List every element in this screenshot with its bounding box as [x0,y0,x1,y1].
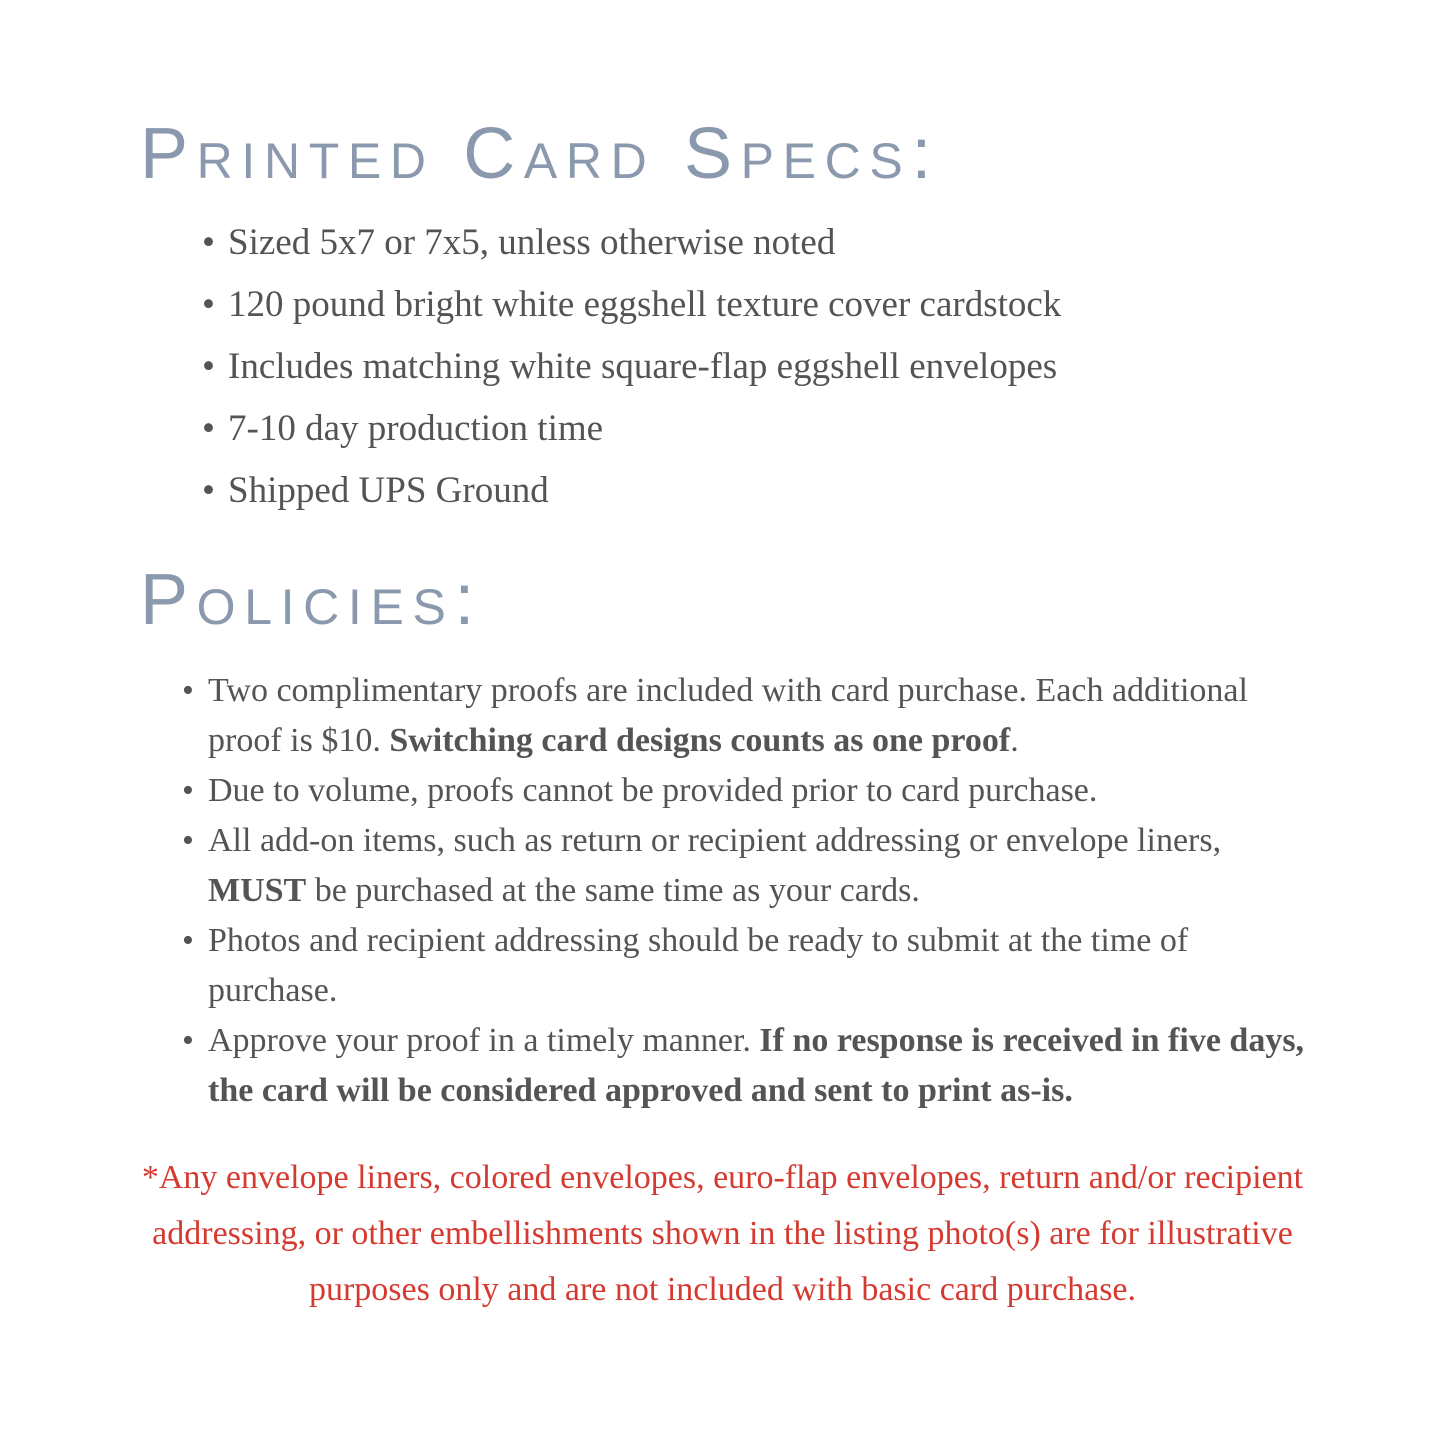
list-item [182,916,1305,1016]
policy-text-segment: Approve your proof in a timely manner. [208,1022,760,1059]
disclaimer-text: *Any envelope liners, colored envelopes, euro-flap envelopes, return and/or recipient addressing, or other embellishments shown in the listing photo(s) are for illustrative purposes only and are not included with basic card purchase. [141,1159,1304,1308]
specs-heading: Printed Card Specs: [140,114,941,194]
policy-text-segment: . [1010,722,1019,759]
list-item: • 120 pound bright white eggshell texture cover cardstock [202,284,1305,326]
policies-list [182,666,1305,1116]
list-item: • Includes matching white square-flap eggshell envelopes [202,346,1305,388]
specs-list [202,222,1305,512]
policy-text-segment: Due to volume, proofs cannot be provided prior to card purchase. [208,772,1098,809]
list-item: • Sized 5x7 or 7x5, unless otherwise noted [202,222,1305,264]
policy-bold-segment: MUST [208,872,307,909]
policy-text-segment: be purchased at the same time as your cards. [306,872,920,909]
list-item [182,1016,1305,1116]
policy-bold-segment: If no response is received in five days, the card will be considered approved and sent to print as-is. [208,1022,1305,1109]
list-item [182,666,1305,766]
policies-heading: Policies: [140,560,484,640]
list-item [182,816,1305,916]
list-item: • Shipped UPS Ground [202,470,1305,512]
list-item: • 7-10 day production time [202,408,1305,450]
policy-text-segment: Two complimentary proofs are included with card purchase. Each additional proof is $10. [208,672,1248,759]
policy-text-segment: All add-on items, such as return or recipient addressing or envelope liners, [208,822,1222,859]
policy-text-segment: Photos and recipient addressing should be ready to submit at the time of purchase. [208,922,1189,1009]
list-item [182,766,1305,816]
policy-bold-segment: Switching card designs counts as one proof [389,722,1011,759]
